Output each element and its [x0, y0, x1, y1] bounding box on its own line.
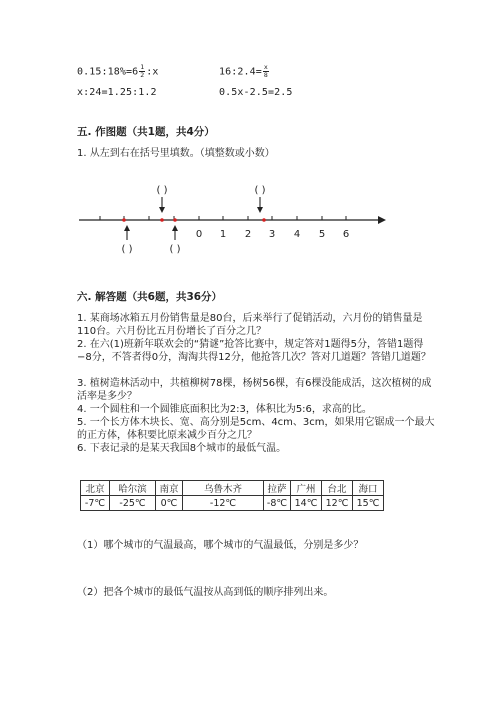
table-cell: -7℃	[81, 496, 110, 511]
fraction: $\frac{x}{8}$	[263, 63, 268, 79]
section-6-question-3: 3. 植树造林活动中，共植柳树78棵，杨树56棵，有6棵没能成活，这次植树的成活率是多少？	[77, 378, 432, 403]
answer-blank-bottom-1: ( )	[121, 244, 133, 255]
section-6-question-1: 1. 某商场冰箱五月份销售量是80台，后来举行了促销活动，六月份的销售量是110台。六月份比五月份增长了百分之几？	[77, 313, 423, 338]
table-cell: 乌鲁木齐	[183, 481, 264, 496]
table-cell: 15℃	[353, 496, 384, 511]
table-cell: -8℃	[264, 496, 291, 511]
table-cell: -25℃	[110, 496, 156, 511]
table-cell: 南京	[156, 481, 183, 496]
equation-2-left: 16:2.4=	[219, 66, 262, 78]
table-cell: 12℃	[322, 496, 353, 511]
equation-1-right: :x	[146, 66, 159, 78]
tick-label-6: 6	[342, 229, 350, 240]
arrows-up	[124, 225, 178, 240]
tick-label-3: 3	[268, 229, 276, 240]
table-cell: 台北	[322, 481, 353, 496]
temperature-table	[80, 480, 384, 511]
equation-4: 0.5x-2.5=2.5	[219, 87, 293, 98]
table-cell: 广州	[291, 481, 322, 496]
answer-blank-top-2: ( )	[254, 185, 266, 196]
arrows-down	[159, 197, 263, 213]
equation-3: x:24=1.25:1.2	[77, 87, 157, 98]
tick-label-2: 2	[244, 229, 252, 240]
table-cell: 14℃	[291, 496, 322, 511]
tick-label-0: 0	[195, 229, 203, 240]
table-row	[81, 496, 384, 511]
table-cell: 拉萨	[264, 481, 291, 496]
table-row	[81, 481, 384, 496]
equation-1	[77, 64, 158, 79]
equation-2	[219, 64, 270, 79]
section-5-question-1: 1. 从左到右在括号里填数。（填整数或小数）	[77, 148, 275, 159]
section-6-question-5: 5. 一个长方体木块长、宽、高分别是5cm、4cm、3cm，如果用它锯成一个最大的正方体，体积要比原来减少百分之几？	[77, 417, 435, 442]
number-line	[75, 185, 395, 260]
answer-blank-bottom-2: ( )	[169, 244, 181, 255]
section-6-subquestion-1: （1）哪个城市的气温最高，哪个城市的气温最低，分别是多少？	[77, 540, 364, 551]
number-line-ticks	[100, 216, 346, 220]
equation-1-left: 0.15:18%=6	[77, 66, 139, 78]
section-6-question-6: 6. 下表记录的是某天我国8个城市的最低气温。	[77, 443, 287, 454]
section-6-question-4: 4. 一个圆柱和一个圆锥底面积比为2:3，体积比为5:6，求高的比。	[77, 404, 372, 415]
table-cell: 北京	[81, 481, 110, 496]
table-cell: -12℃	[183, 496, 264, 511]
table-cell: 海口	[353, 481, 384, 496]
section-6-title: 六. 解答题（共6题，共36分）	[77, 291, 223, 303]
fraction: $\frac{1}{2}$	[140, 63, 145, 79]
tick-labels	[196, 229, 349, 240]
table-cell: 0℃	[156, 496, 183, 511]
answer-blank-top-1: ( )	[156, 185, 168, 196]
tick-label-4: 4	[293, 229, 301, 240]
table-cell: 哈尔滨	[110, 481, 156, 496]
tick-label-1: 1	[219, 229, 227, 240]
section-5-title: 五. 作图题（共1题，共4分）	[77, 126, 215, 138]
section-6-question-2: 2. 在六(1)班新年联欢会的“猜谜”抢答比赛中，规定答对1题得5分，答错1题得−8分，不答者得0分，淘淘共得12分，他抢答几次？答对几道题？答错几道题？	[77, 339, 431, 364]
section-6-subquestion-2: （2）把各个城市的最低气温按从高到低的顺序排列出来。	[77, 587, 334, 598]
tick-label-5: 5	[318, 229, 326, 240]
